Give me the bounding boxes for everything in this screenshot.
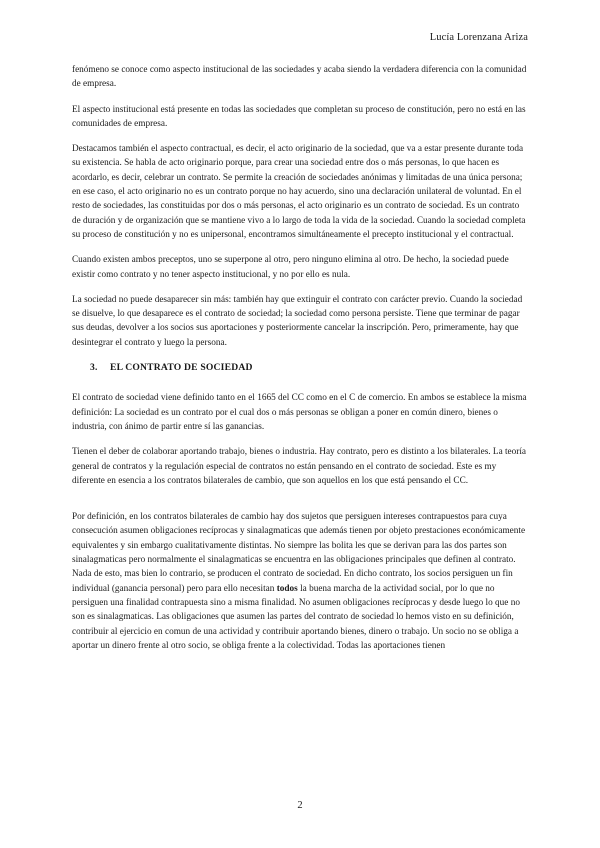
document-body — [72, 63, 528, 664]
paragraph-4: Cuando existen ambos preceptos, uno se superpone al otro, pero ninguno elimina al otro. De hecho, la sociedad puede existir como contrato y no tener aspecto institucional, y no por ello es nula. — [72, 255, 509, 280]
paragraph-7: Tienen el deber de colaborar aportando trabajo, bienes o industria. Hay contrato, pero es distinto a los bilaterales. La teoría general de contratos y la regulación especial de contratos no están pensando en el contrato de sociedad. Este es my diferente en esencia a los contratos bilaterales de cambio, que son aquellos en los que está pensando el CC. — [72, 447, 527, 486]
paragraph-5: La sociedad no puede desaparecer sin más: también hay que extinguir el contrato con carácter previo. Cuando la sociedad se disuelve, lo que desaparece es el contrato de sociedad; la sociedad como persona persiste. Tiene que terminar de pagar sus deudas, devolver a los socios sus aportaciones y posteriormente cancelar la inscripción. Pero, primeramente, hay que desintegrar el contrato y luego la persona. — [72, 294, 523, 348]
paragraph-2: El aspecto institucional está presente en todas las sociedades que completan su proceso de constitución, pero no está en las comunidades de empresa. — [72, 104, 526, 129]
paragraph-9-text-end: la buena marcha de la actividad social, por lo que no persiguen una finalidad contrapuesta sino a misma finalidad. No asumen obligaciones recíprocas y desde luego lo que no son es sinalagmaticas. Las obligaciones que asumen las partes del contrato de sociedad lo hemos visto en su definición, contribuir al ejercicio en comun de una actividad y contribuir aportando bienes, dinero o trabajo. Un socio no se obliga a aportar un dinero frente al otro socio, se obliga frente a la colectividad. Todas las aportaciones tienen — [72, 583, 520, 651]
page-number: 2 — [297, 800, 303, 811]
section-heading — [90, 361, 528, 375]
section-title: EL CONTRATO DE SOCIEDAD — [110, 362, 253, 374]
page-header-author: Lucía Lorenzana Ariza — [429, 32, 528, 43]
section-number: 3. — [90, 362, 98, 374]
paragraph-3: Destacamos también el aspecto contractual, es decir, el acto originario de la sociedad, que va a estar presente durante toda su existencia. Se habla de acto originario porque, para crear una sociedad entre dos o más personas, lo que hacen es acordarlo, es decir, celebrar un contrato. Se permite la creación de sociedades anónimas y limitadas de una única persona; en ese caso, el acto originario no es un contrato porque no hay acuerdo, sino una declaración unilateral de voluntad. En el resto de sociedades, las constituidas por dos o más personas, el acto originario es un contrato de sociedad. Es un contrato de duración y de organización que se mantiene vivo a lo largo de toda la vida de la sociedad. Cuando la sociedad completa su proceso de constitución y no es unipersonal, encontramos simultáneamente el precepto institucional y el contractual. — [72, 144, 526, 240]
paragraph-8: Por definición, en los contratos bilaterales de cambio hay dos sujetos que persiguen intereses contrapuestos para cuya consecución asumen obligaciones recíprocas y sinalagmaticas que además tienen por objeto prestaciones económicamente equivalentes y sin embargo cualitativamente distintas. No siempre las bolita les que se derivan para las dos partes son sinalagmaticas pero normalmente el sinalagmaticas se encuentra en las obligaciones principales que definen al contrato. — [72, 512, 526, 566]
paragraph-1: fenómeno se conoce como aspecto institucional de las sociedades y acaba siendo la verdadera diferencia con la comunidad de empresa. — [72, 65, 527, 90]
paragraph-6: El contrato de sociedad viene definido tanto en el 1665 del CC como en el C de comercio. En ambos se establece la misma definición: La sociedad es un contrato por el cual dos o más personas se obligan a poner en común dinero, bienes o industria, con ánimo de partir entre sí las ganancias. — [72, 393, 527, 432]
paragraph-9 — [72, 567, 528, 653]
paragraph-9-emphasis: todos — [276, 583, 298, 594]
paragraph-9-text-start: Nada de esto, mas bien lo contrario, se producen el contrato de sociedad. En dicho contrato, los socios persiguen un fin individual (ganancia personal) pero para ello necesitan — [72, 569, 513, 594]
